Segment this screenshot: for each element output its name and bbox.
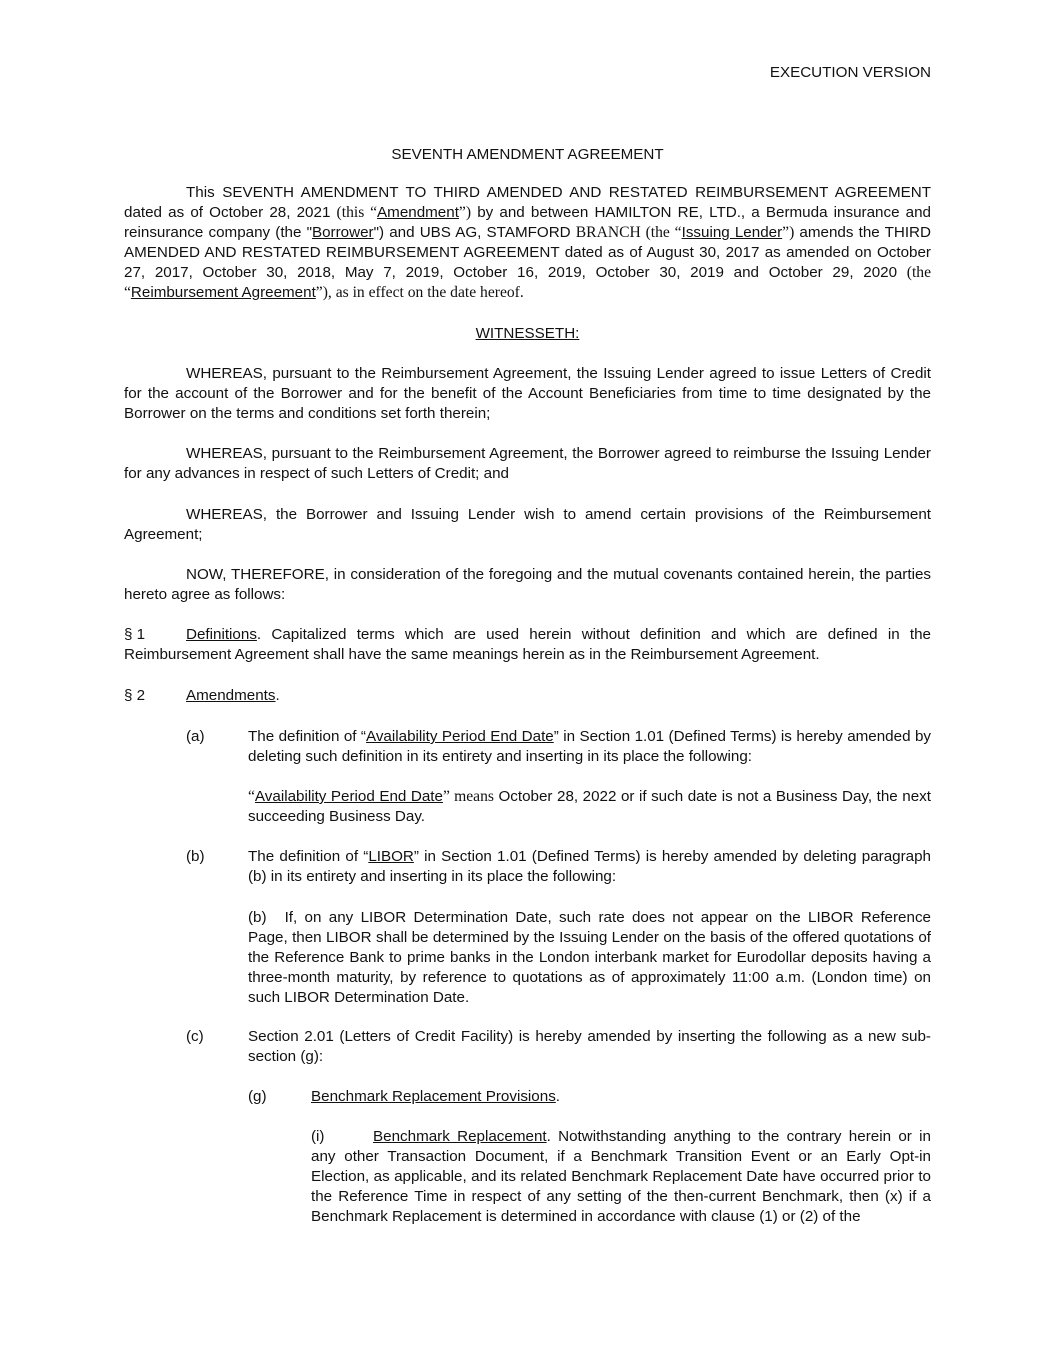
item-a-text: The definition of “Availability Period End Date” in Section 1.01 (Defined Terms) is hereby amended by deleting such definition in its entirety and inserting in its place the following:: [248, 728, 931, 765]
item-c-marker: (c): [186, 1028, 204, 1045]
libor-paragraph-b: (b) If, on any LIBOR Determination Date, such rate does not appear on the LIBOR Reference Page, then LIBOR shall be determined by the Issuing Lender on the basis of the offered quotations of the Reference Bank to prime banks in the London interbank market for Eurodollar deposits having a three-month maturity, by reference to quotations as of approximately 11:00 a.m. (London time) on such LIBOR Determination Date.: [248, 909, 931, 1006]
issuing-lender-term: Issuing Lender: [681, 223, 783, 241]
libor-paragraph-b-marker: (b): [248, 909, 267, 926]
section-1-number: § 1: [124, 626, 146, 643]
item-g-marker: (g): [248, 1088, 267, 1105]
benchmark-replacement-provisions-heading: Benchmark Replacement Provisions: [311, 1088, 556, 1105]
item-i-marker: (i): [311, 1128, 325, 1145]
amendment-term: Amendment: [377, 203, 459, 221]
section-1-definitions: [124, 625, 931, 665]
item-b-text: The definition of “LIBOR” in Section 1.01 (Defined Terms) is hereby amended by deleting paragraph (b) in its entirety and inserting in its place the following:: [248, 848, 931, 885]
preamble-paragraph: This SEVENTH AMENDMENT TO THIRD AMENDED AND RESTATED REIMBURSEMENT AGREEMENT dated as of October 28, 2021 (this “Amendment”) by and between HAMILTON RE, LTD., a Bermuda insurance and reinsurance company (the "Borrower") and UBS AG, STAMFORD BRANCH (the “Issuing Lender”) amends the THIRD AMENDED AND RESTATED REIMBURSEMENT AGREEMENT dated as of August 30, 2017 as amended on October 27, 2017, October 30, 2018, May 7, 2019, October 16, 2019, October 30, 2019 and October 29, 2020 (the “Reimbursement Agreement”), as in effect on the date hereof.: [124, 184, 932, 301]
section-1-text: . Capitalized terms which are used herein without definition and which are defined in the Reimbursement Agreement shall have the same meanings herein as in the Reimbursement Agreement.: [124, 626, 931, 663]
item-b-marker: (b): [186, 848, 205, 865]
availability-period-end-date-term: Availability Period End Date: [365, 728, 554, 745]
preamble-text: This SEVENTH AMENDMENT TO THIRD AMENDED AND RESTATED REIMBURSEMENT AGREEMENT dated as of October 28, 2021: [124, 184, 931, 221]
recital-paragraph: WHEREAS, the Borrower and Issuing Lender wish to amend certain provisions of the Reimbursement Agreement;: [124, 506, 931, 543]
item-g-heading-line: Benchmark Replacement Provisions.: [311, 1088, 561, 1105]
section-2-heading-line: Amendments.: [186, 687, 280, 704]
availability-period-definition: “Availability Period End Date” means October 28, 2022 or if such date is not a Business Day, the next succeeding Business Day.: [248, 788, 931, 825]
item-a-marker: (a): [186, 728, 205, 745]
section-2-number: § 2: [124, 687, 146, 704]
recital-paragraph: WHEREAS, pursuant to the Reimbursement Agreement, the Issuing Lender agreed to issue Letters of Credit for the account of the Borrower and for the benefit of the Account Beneficiaries from time to time designated by the Borrower on the terms and conditions set forth therein;: [124, 365, 931, 422]
borrower-term: Borrower: [311, 223, 374, 241]
witnesseth-heading: WITNESSETH:: [475, 325, 580, 342]
recital-paragraph: WHEREAS, pursuant to the Reimbursement Agreement, the Borrower agreed to reimburse the Issuing Lender for any advances in respect of such Letters of Credit; and: [124, 445, 931, 482]
execution-version-label: EXECUTION VERSION: [769, 64, 931, 81]
item-i-text: Benchmark Replacement. Notwithstanding anything to the contrary herein or in any other Transaction Document, if a Benchmark Transition Event or an Early Opt-in Election, as applicable, and its related Benchmark Replacement Date have occurred prior to the Reference Time in respect of any setting of the then-current Benchmark, then (x) if a Benchmark Replacement is determined in accordance with clause (1) or (2) of the: [311, 1128, 931, 1225]
libor-term: LIBOR: [368, 848, 414, 865]
now-therefore-paragraph: NOW, THEREFORE, in consideration of the foregoing and the mutual covenants contained herein, the parties hereto agree as follows:: [124, 566, 931, 603]
item-c-text: Section 2.01 (Letters of Credit Facility) is hereby amended by inserting the following as a new sub-section (g):: [248, 1028, 931, 1065]
section-2-heading: Amendments: [186, 687, 276, 704]
benchmark-replacement-heading: Benchmark Replacement: [373, 1128, 547, 1145]
reimbursement-agreement-term: Reimbursement Agreement: [130, 283, 316, 301]
document-title: SEVENTH AMENDMENT AGREEMENT: [391, 146, 664, 163]
section-1-heading: Definitions: [186, 626, 257, 643]
